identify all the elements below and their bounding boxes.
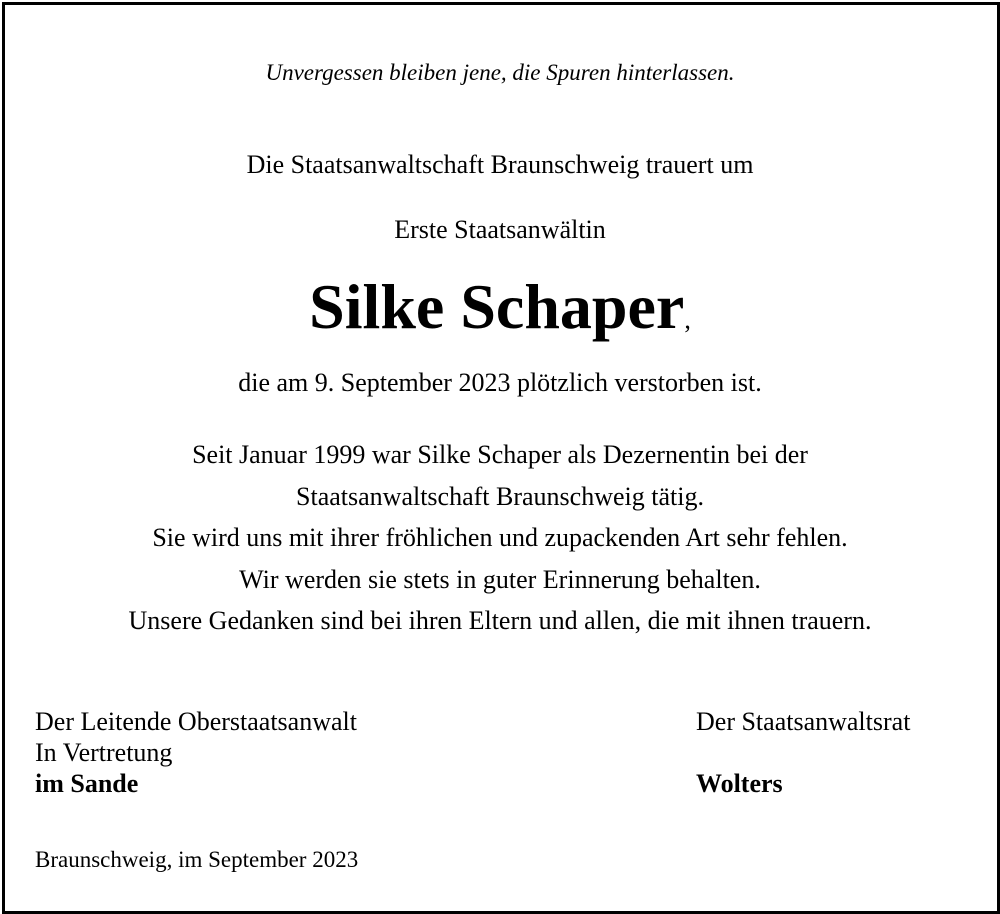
signature-right-spacer — [696, 737, 910, 768]
deceased-name-line — [0, 272, 1000, 359]
signature-left-title: Der Leitende Oberstaatsanwalt — [35, 707, 357, 736]
tribute-line: Sie wird uns mit ihrer fröhlichen und zupackenden Art sehr fehlen. — [152, 523, 848, 552]
place-and-date: Braunschweig, im September 2023 — [35, 847, 359, 872]
signature-left-subtitle: In Vertretung — [35, 738, 173, 767]
deceased-name: Silke Schaper — [309, 271, 685, 342]
tribute-line: Unsere Gedanken sind bei ihren Eltern und allen, die mit ihnen trauern. — [128, 606, 872, 635]
signature-right-title: Der Staatsanwaltsrat — [696, 707, 911, 736]
tribute-text — [0, 434, 1000, 642]
tribute-line: Wir werden sie stets in guter Erinnerung behalten. — [239, 564, 761, 594]
deceased-role: Erste Staatsanwältin — [394, 215, 606, 244]
name-comma: , — [684, 305, 691, 334]
signature-left-name: im Sande — [35, 769, 139, 798]
motto: Unvergessen bleiben jene, die Spuren hinterlassen. — [265, 60, 735, 85]
signature-left — [35, 706, 357, 799]
signature-right-name: Wolters — [696, 769, 783, 798]
tribute-line: Staatsanwaltschaft Braunschweig tätig. — [296, 481, 704, 511]
signature-right — [696, 706, 910, 799]
intro-text: Die Staatsanwaltschaft Braunschweig trauert um — [246, 150, 754, 179]
death-notice: die am 9. September 2023 plötzlich verstorben ist. — [238, 368, 762, 397]
tribute-line: Seit Januar 1999 war Silke Schaper als Dezernentin bei der — [192, 440, 808, 469]
